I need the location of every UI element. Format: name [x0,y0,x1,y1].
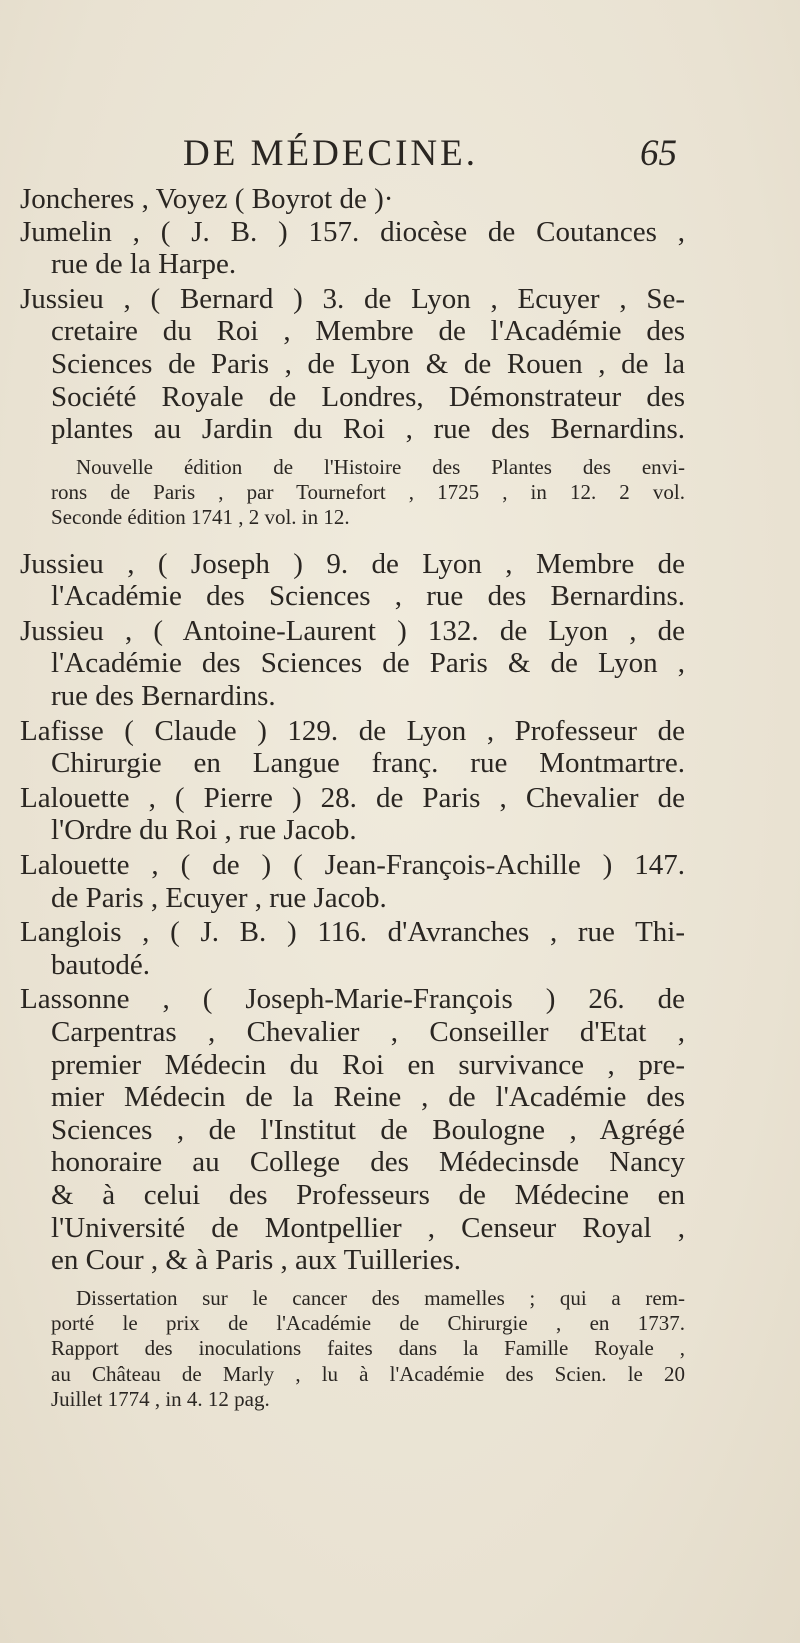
entry-line: Joncheres , Voyez ( Boyrot de )· [20,183,394,215]
bibliographic-note [20,1286,685,1412]
entry-line: rue de la Harpe. [51,248,237,281]
entry-line: Sciences , de l'Institut de Boulogne , Agrégé [51,1113,685,1146]
entry-joncheres [20,183,685,216]
entry-line: de Paris , Ecuyer , rue Jacob. [51,881,387,914]
entry-langlois [20,916,685,981]
entry-line: plantes au Jardin du Roi , rue des Bernardins. [51,413,685,446]
entry-lassonne [20,983,685,1276]
entry-lalouette-pierre [20,782,685,847]
entry-line: l'Académie des Sciences , rue des Bernardins. [51,580,685,613]
page-body [20,183,685,1412]
entry-line: Langlois , ( J. B. ) 116. d'Avranches , rue Thi- [20,916,685,949]
entry-line: Chirurgie en Langue franç. rue Montmartre. [51,747,685,780]
note-line: Seconde édition 1741 , 2 vol. in 12. [51,505,350,530]
entry-line: Carpentras , Chevalier , Conseiller d'Etat , [51,1015,685,1048]
entry-line: Jussieu , ( Bernard ) 3. de Lyon , Ecuyer , Se- [20,282,685,315]
entry-line: Société Royale de Londres, Démonstrateur des [51,380,685,413]
note-line: porté le prix de l'Académie de Chirurgie , en 1737. [51,1311,685,1335]
entry-line: bautodé. [51,948,151,981]
bibliographic-note [20,455,685,531]
entry-line: cretaire du Roi , Membre de l'Académie des [51,315,685,348]
entry-line: Lalouette , ( Pierre ) 28. de Paris , Chevalier de [20,781,685,814]
note-line: au Château de Marly , lu à l'Académie des Scien. le 20 [51,1361,685,1386]
note-line: Dissertation sur le cancer des mamelles ; qui a rem- [76,1285,685,1310]
page-number: 65 [640,133,677,174]
entry-line: honoraire au College des Médecinsde Nancy [51,1146,685,1179]
entry-line: rue des Bernardins. [51,680,276,713]
running-head [0,132,800,182]
note-line: Rapport des inoculations faites dans la Famille Royale , [51,1336,685,1361]
note-line: rons de Paris , par Tournefort , 1725 , in 12. 2 vol. [51,480,685,505]
entry-line: l'Ordre du Roi , rue Jacob. [51,814,357,847]
entry-lafisse [20,715,685,780]
note-line: Juillet 1774 , in 4. 12 pag. [51,1386,270,1411]
entry-lalouette-jean-francois-achille [20,849,685,914]
entry-jussieu-antoine-laurent [20,615,685,713]
entry-line: Jussieu , ( Joseph ) 9. de Lyon , Membre de [20,547,685,580]
entry-line: Jumelin , ( J. B. ) 157. diocèse de Coutances , [20,215,685,248]
entry-line: Lassonne , ( Joseph-Marie-François ) 26. de [20,983,685,1016]
entry-line: & à celui des Professeurs de Médecine en [51,1178,685,1211]
entry-line: premier Médecin du Roi en survivance , pre- [51,1048,685,1081]
entry-line: mier Médecin de la Reine , de l'Académie des [51,1081,685,1114]
entry-line: Jussieu , ( Antoine-Laurent ) 132. de Lyon , de [20,614,685,647]
entry-line: Lalouette , ( de ) ( Jean-François-Achille ) 147. [20,848,685,881]
entry-jussieu-bernard [20,283,685,446]
note-line: Nouvelle édition de l'Histoire des Plantes des envi- [76,454,685,479]
entry-line: en Cour , & à Paris , aux Tuilleries. [51,1244,462,1277]
entry-line: Sciences de Paris , de Lyon & de Rouen , de la [51,347,685,380]
running-title: DE MÉDECINE. [183,133,478,174]
entry-jumelin [20,216,685,281]
entry-line: l'Académie des Sciences de Paris & de Lyon , [51,647,685,680]
entry-jussieu-joseph [20,548,685,613]
entry-line: Lafisse ( Claude ) 129. de Lyon , Professeur de [20,714,685,747]
entry-line: l'Université de Montpellier , Censeur Royal , [51,1211,685,1244]
